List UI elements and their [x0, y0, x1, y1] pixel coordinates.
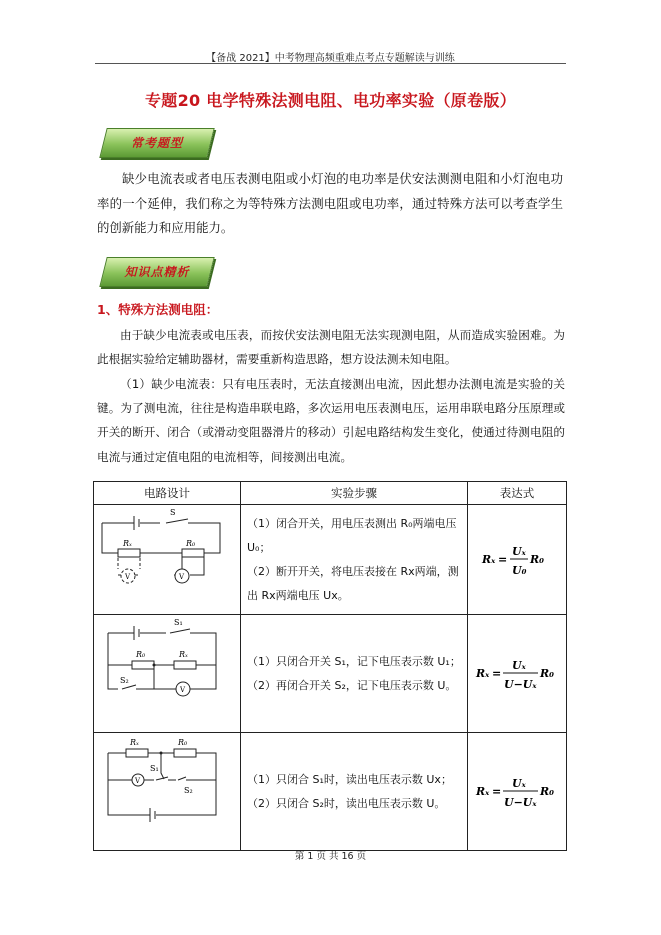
formula-eq: =: [498, 552, 508, 566]
circuit-diagram-cell: [94, 733, 241, 851]
formula-num: Uₓ: [512, 776, 526, 790]
expression-cell: [468, 505, 567, 615]
formula-3: [468, 765, 566, 815]
formula-lhs: Rₓ: [476, 784, 490, 798]
step-line: 出 Rx两端电压 Ux。: [247, 588, 349, 602]
badge-label: 常考题型: [130, 136, 183, 150]
expression-cell: [468, 615, 567, 733]
col-header-circuit: 电路设计: [94, 482, 241, 505]
label-voltmeter: V: [135, 777, 141, 785]
label-rx: Rₓ: [179, 650, 188, 659]
step-line: （1）闭合开关，用电压表测出 R₀两端电压: [247, 516, 457, 530]
body-paragraph-2: （1）缺少电流表：只有电压表时，无法直接测出电流，因此想办法测电流是实验的关键。为了测电流，往往是构造串联电路，多次运用电压表测电压，运用串联电路分压原理或开关的断开、闭合（或滑动变阻器滑片的移动）引起电路结构发生变化，使通过待测电阻的电流与通过定值电阻的电流相等，间接测出电流。: [97, 377, 565, 464]
table-row: [94, 505, 567, 615]
label-rx: Rₓ: [130, 738, 139, 747]
steps-cell: [241, 505, 468, 615]
step-line: （2）断开开关，将电压表接在 Rx两端，测: [247, 564, 459, 578]
step-line: （1）只闭合开关 S₁，记下电压表示数 U₁；: [247, 654, 461, 668]
formula-den: U−Uₓ: [504, 677, 537, 691]
section-heading: 1、特殊方法测电阻：: [97, 302, 219, 317]
label-voltmeter: V: [179, 573, 185, 581]
step-line: （1）只闭合 S₁时，读出电压表示数 Ux；: [247, 772, 452, 786]
label-s1: S₁: [150, 764, 159, 773]
formula-r0: R₀: [540, 784, 554, 798]
expression-cell: [468, 733, 567, 851]
label-r0: R₀: [136, 650, 146, 659]
formula-1: [468, 533, 566, 583]
label-r0: R₀: [186, 539, 196, 548]
page-footer: 第 1 页 共 16 页: [294, 851, 367, 862]
label-r0: R₀: [178, 738, 188, 747]
label-s2: S₂: [120, 676, 129, 685]
table-row: [94, 615, 567, 733]
circuit-diagram-cell: [94, 505, 241, 615]
formula-2: [468, 647, 566, 697]
table-row: [94, 733, 567, 851]
step-line: （2）再闭合开关 S₂，记下电压表示数 U。: [247, 678, 457, 692]
formula-r0: R₀: [530, 552, 544, 566]
formula-den: U₀: [512, 563, 527, 577]
formula-num: Uₓ: [512, 658, 526, 672]
label-s2: S₂: [184, 786, 193, 795]
formula-lhs: Rₓ: [482, 552, 496, 566]
label-s1: S₁: [174, 618, 183, 627]
page-header: 【备战 2021】中考物理高频重难点考点专题解读与训练: [206, 53, 455, 64]
steps-cell: [241, 615, 468, 733]
steps-cell: [241, 733, 468, 851]
circuit-diagram-1: [94, 505, 240, 610]
document-title: 专题20 电学特殊法测电阻、电功率实验（原卷版）: [144, 91, 517, 110]
formula-den: U−Uₓ: [504, 795, 537, 809]
circuit-diagram-3: [94, 733, 240, 846]
badge-common-question-types: [99, 128, 214, 158]
circuit-diagram-cell: [94, 615, 241, 733]
formula-r0: R₀: [540, 666, 554, 680]
circuit-diagram-2: [94, 615, 240, 728]
step-line: U₀；: [247, 540, 271, 554]
body-paragraph-1: 由于缺少电流表或电压表，而按伏安法测电阻无法实现测电阻，从而造成实验困难。为此根据实验给定辅助器材，需要重新构造思路，想方设法测未知电阻。: [97, 328, 565, 367]
badge-knowledge-analysis: [99, 257, 214, 287]
formula-eq: =: [492, 784, 502, 798]
col-header-expression: 表达式: [468, 482, 567, 505]
label-switch: S: [170, 508, 176, 517]
col-header-steps: 实验步骤: [241, 482, 468, 505]
badge-label: 知识点精析: [124, 265, 190, 279]
formula-lhs: Rₓ: [476, 666, 490, 680]
label-rx: Rₓ: [123, 539, 132, 548]
step-line: （2）只闭合 S₂时，读出电压表示数 U。: [247, 796, 446, 810]
header-rule: [95, 63, 566, 64]
methods-table: [93, 481, 567, 851]
table-header-row: [94, 482, 567, 505]
formula-num: Uₓ: [512, 544, 526, 558]
formula-eq: =: [492, 666, 502, 680]
label-voltmeter: V: [180, 686, 186, 694]
intro-paragraph: 缺少电流表或者电压表测电阻或小灯泡的电功率是伏安法测测电阻和小灯泡电功率的一个延伸，我们称之为等特殊方法测电阻或电功率，通过特殊方法可以考查学生的创新能力和应用能力。: [97, 171, 563, 235]
label-voltmeter-dashed: V: [125, 573, 131, 581]
